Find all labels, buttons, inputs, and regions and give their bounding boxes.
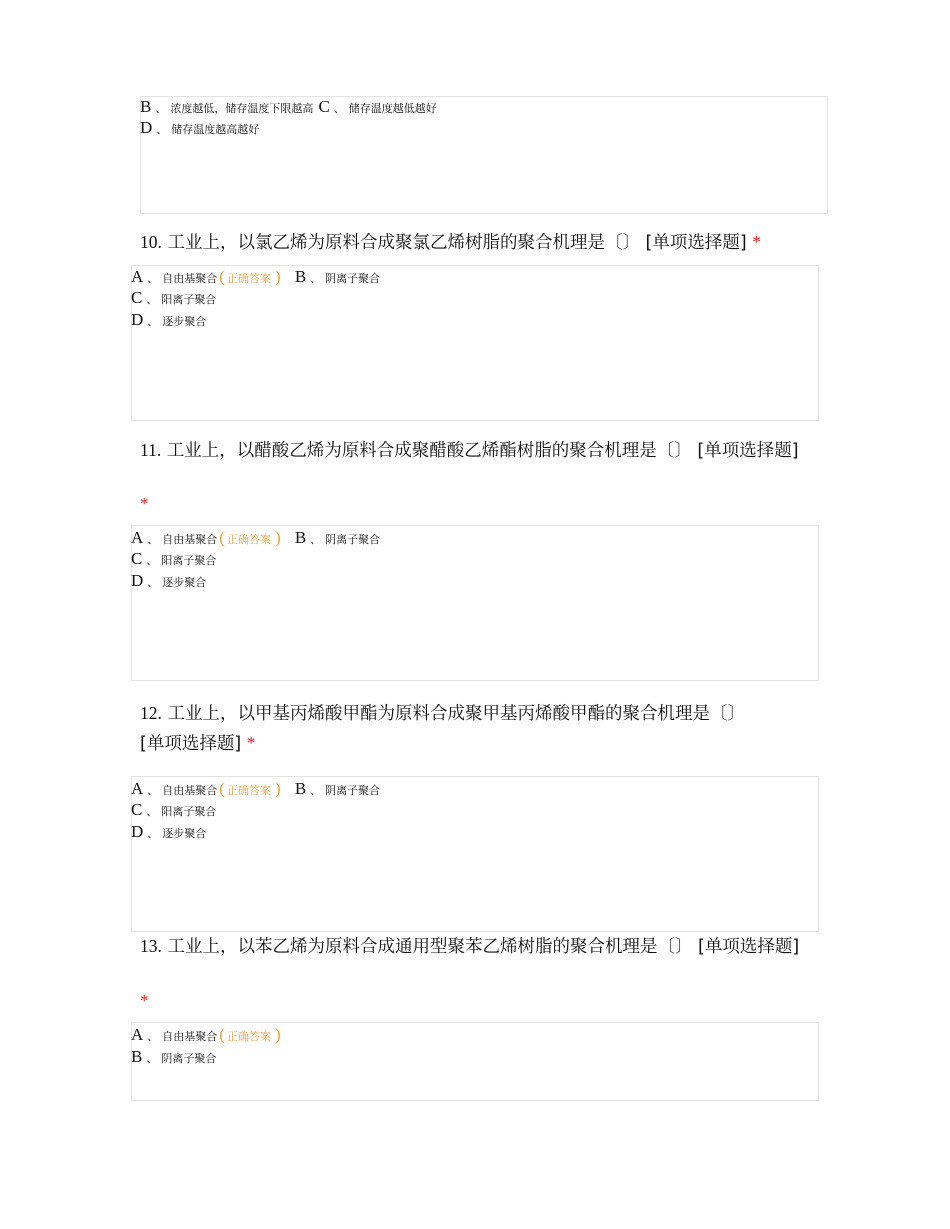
option-row — [131, 528, 380, 550]
correct-paren-open: ( — [219, 779, 225, 798]
option-text: 阴离子聚合 — [325, 272, 381, 285]
option-row — [140, 118, 259, 140]
question-title — [140, 699, 830, 759]
option-d[interactable] — [131, 822, 206, 841]
option-b[interactable] — [295, 267, 380, 286]
option-separator: 、 — [147, 272, 159, 285]
question-number: 12. — [140, 703, 162, 723]
option-letter: A — [131, 1025, 144, 1044]
option-letter: C — [131, 549, 143, 568]
question-text-line1: 工业上，以甲基丙烯酸甲酯为原料合成聚甲基丙烯酸甲酯的聚合机理是〔〕 — [167, 704, 745, 724]
option-b[interactable] — [295, 528, 380, 547]
question-number: 10. — [140, 232, 162, 252]
option-c[interactable] — [131, 800, 216, 819]
option-b[interactable] — [131, 1047, 216, 1066]
option-row — [131, 267, 380, 289]
option-text: 阳离子聚合 — [161, 805, 217, 818]
option-separator: 、 — [147, 784, 159, 797]
option-row — [131, 822, 206, 844]
question-number: 11. — [140, 440, 162, 460]
correct-paren-open: ( — [219, 528, 225, 547]
correct-answer-tag: 正确答案 — [226, 1030, 271, 1043]
option-row — [140, 97, 437, 119]
option-text: 阳离子聚合 — [161, 293, 217, 306]
option-letter: A — [131, 779, 144, 798]
option-b[interactable] — [140, 97, 318, 116]
option-row — [131, 1047, 216, 1069]
option-row — [131, 310, 206, 332]
correct-answer-tag: 正确答案 — [226, 784, 271, 797]
option-separator: 、 — [333, 102, 345, 115]
correct-paren-close: ) — [274, 267, 281, 286]
option-c[interactable] — [131, 549, 216, 568]
option-letter: C — [318, 97, 330, 116]
correct-paren-close: ) — [274, 528, 281, 547]
option-row — [131, 1025, 281, 1047]
option-text: 阴离子聚合 — [325, 533, 381, 546]
option-letter: A — [131, 528, 144, 547]
option-letter: B — [140, 97, 152, 116]
correct-paren-close: ) — [274, 1025, 281, 1044]
option-letter: A — [131, 267, 144, 286]
option-text: 自由基聚合 — [162, 272, 218, 285]
option-letter: B — [294, 267, 307, 286]
option-separator: 、 — [147, 1030, 159, 1043]
option-text: 逐步聚合 — [162, 827, 207, 840]
option-text: 阴离子聚合 — [325, 784, 381, 797]
option-separator: 、 — [147, 827, 159, 840]
correct-answer-tag: 正确答案 — [226, 272, 271, 285]
question-text: 工业上，以氯乙烯为原料合成聚氯乙烯树脂的聚合机理是〔〕 [单项选择题] — [167, 233, 747, 253]
option-letter: B — [131, 1047, 143, 1066]
option-row — [131, 571, 206, 593]
option-text: 阴离子聚合 — [161, 1052, 217, 1065]
option-a[interactable] — [131, 1025, 281, 1044]
option-letter: B — [294, 528, 307, 547]
correct-paren-close: ) — [274, 779, 281, 798]
option-text: 逐步聚合 — [162, 315, 207, 328]
question-title — [140, 935, 820, 959]
question-text-line2: [单项选择题] — [140, 734, 242, 754]
option-d[interactable] — [140, 118, 259, 137]
correct-answer-tag: 正确答案 — [226, 533, 271, 546]
option-d[interactable] — [131, 571, 206, 590]
required-mark: * — [140, 991, 149, 1010]
option-row — [131, 288, 216, 310]
required-mark: * — [246, 733, 256, 753]
question-number: 13. — [140, 936, 162, 956]
option-row — [131, 549, 216, 571]
option-text: 储存温度越高越好 — [171, 123, 260, 136]
option-letter: C — [131, 288, 143, 307]
option-separator: 、 — [155, 102, 167, 115]
correct-paren-open: ( — [219, 267, 225, 286]
required-mark: * — [140, 494, 149, 513]
correct-paren-open: ( — [219, 1025, 225, 1044]
option-separator: 、 — [156, 123, 168, 136]
option-letter: D — [140, 118, 153, 137]
question-title — [140, 231, 830, 255]
option-separator: 、 — [146, 554, 158, 567]
option-text: 浓度越低，储存温度下限越高 — [170, 102, 314, 115]
option-letter: B — [294, 779, 307, 798]
option-c[interactable] — [318, 97, 436, 116]
option-row — [131, 800, 216, 822]
option-text: 逐步聚合 — [162, 576, 207, 589]
option-b[interactable] — [295, 779, 380, 798]
required-mark: * — [752, 232, 761, 252]
question-text: 工业上，以醋酸乙烯为原料合成聚醋酸乙烯酯树脂的聚合机理是〔〕 [单项选择题] — [166, 441, 799, 461]
option-letter: D — [131, 822, 144, 841]
option-separator: 、 — [146, 293, 158, 306]
option-separator: 、 — [147, 576, 159, 589]
option-text: 自由基聚合 — [162, 1030, 218, 1043]
option-text: 阳离子聚合 — [161, 554, 217, 567]
option-separator: 、 — [310, 533, 322, 546]
option-c[interactable] — [131, 288, 216, 307]
option-separator: 、 — [147, 533, 159, 546]
option-separator: 、 — [310, 784, 322, 797]
option-separator: 、 — [147, 315, 159, 328]
option-d[interactable] — [131, 310, 206, 329]
option-separator: 、 — [146, 805, 158, 818]
option-text: 储存温度越低越好 — [348, 102, 437, 115]
option-a[interactable] — [131, 267, 286, 286]
option-separator: 、 — [146, 1052, 158, 1065]
option-letter: C — [131, 800, 143, 819]
option-text: 自由基聚合 — [162, 533, 218, 546]
question-title — [140, 439, 820, 463]
option-a[interactable] — [131, 779, 286, 798]
option-letter: D — [131, 571, 144, 590]
option-row — [131, 779, 380, 801]
question-text: 工业上，以苯乙烯为原料合成通用型聚苯乙烯树脂的聚合机理是〔〕 [单项选择题] — [167, 937, 800, 957]
option-separator: 、 — [310, 272, 322, 285]
option-letter: D — [131, 310, 144, 329]
option-text: 自由基聚合 — [162, 784, 218, 797]
option-a[interactable] — [131, 528, 286, 547]
